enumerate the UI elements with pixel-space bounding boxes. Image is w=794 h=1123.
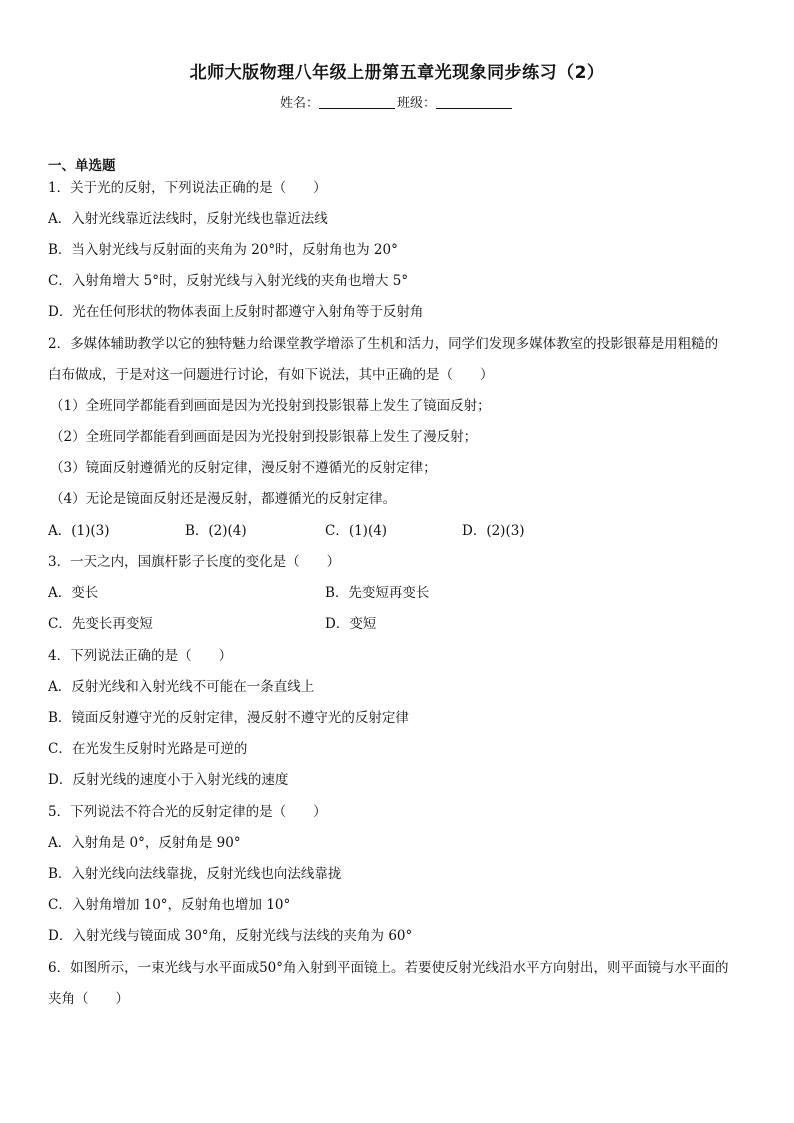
question-5-option-d: D．入射光线与镜面成 30°角，反射光线与法线的夹角为 60° [48, 928, 413, 944]
question-2-stem-line-1: 2．多媒体辅助教学以它的独特魅力给课堂教学增添了生机和活力，同学们发现多媒体教室的投影银幕是用粗糙的 [48, 336, 719, 352]
question-3-option-b: B．先变短再变长 [325, 585, 430, 601]
question-4-option-b: B．镜面反射遵守光的反射定律，漫反射不遵守光的反射定律 [48, 710, 409, 726]
question-5-stem: 5．下列说法不符合光的反射定律的是（ ） [48, 804, 327, 820]
question-4-option-c: C．在光发生反射时光路是可逆的 [48, 741, 248, 757]
question-2-statement-3: （3）镜面反射遵循光的反射定律，漫反射不遵循光的反射定律； [50, 460, 437, 476]
name-class-line [0, 92, 794, 111]
name-blank[interactable] [319, 96, 395, 109]
question-1-stem: 1．关于光的反射，下列说法正确的是（ ） [48, 180, 327, 196]
question-6-stem-line-1: 6．如图所示，一束光线与水平面成50°角入射到平面镜上。若要使反射光线沿水平方向射出，则平面镜与水平面的 [48, 960, 729, 976]
question-3-option-c: C．先变长再变短 [48, 616, 153, 632]
page-title: 北师大版物理八年级上册第五章光现象同步练习（2） [189, 63, 605, 83]
question-5-option-b: B．入射光线向法线靠拢，反射光线也向法线靠拢 [48, 866, 342, 882]
question-3-stem: 3．一天之内，国旗杆影子长度的变化是（ ） [48, 554, 341, 570]
question-2-option-a: A．(1)(3) [48, 523, 110, 539]
section-heading: 一、单选题 [48, 158, 116, 174]
question-5-option-c: C．入射角增加 10°，反射角也增加 10° [48, 897, 291, 913]
question-4-option-d: D．反射光线的速度小于入射光线的速度 [48, 772, 289, 788]
question-2-option-d: D．(2)(3) [462, 523, 525, 539]
question-1-option-b: B．当入射光线与反射面的夹角为 20°时，反射角也为 20° [48, 242, 398, 258]
class-blank[interactable] [436, 96, 512, 109]
question-2-stem-line-2: 白布做成，于是对这一问题进行讨论，有如下说法，其中正确的是（ ） [48, 367, 494, 383]
question-2-statement-4: （4）无论是镜面反射还是漫反射，都遵循光的反射定律。 [50, 491, 397, 507]
question-2-option-c: C．(1)(4) [325, 523, 388, 539]
name-label: 姓名： [279, 96, 319, 111]
question-3-option-a: A．变长 [48, 585, 99, 601]
question-1-option-a: A．入射光线靠近法线时，反射光线也靠近法线 [48, 211, 328, 227]
question-2-statement-2: （2）全班同学都能看到画面是因为光投射到投影银幕上发生了漫反射； [50, 429, 478, 445]
class-label: 班级： [397, 96, 437, 111]
question-5-option-a: A．入射角是 0°，反射角是 90° [48, 835, 241, 851]
question-1-option-c: C．入射角增大 5°时，反射光线与入射光线的夹角也增大 5° [48, 273, 409, 289]
question-2-option-b: B．(2)(4) [185, 523, 247, 539]
question-3-option-d: D．变短 [325, 616, 377, 632]
question-4-option-a: A．反射光线和入射光线不可能在一条直线上 [48, 679, 315, 695]
question-1-option-d: D．光在任何形状的物体表面上反射时都遵守入射角等于反射角 [48, 304, 424, 320]
question-6-stem-line-2: 夹角（ ） [48, 991, 129, 1007]
question-4-stem: 4．下列说法正确的是（ ） [48, 648, 233, 664]
question-2-statement-1: （1）全班同学都能看到画面是因为光投射到投影银幕上发生了镜面反射； [50, 398, 491, 414]
